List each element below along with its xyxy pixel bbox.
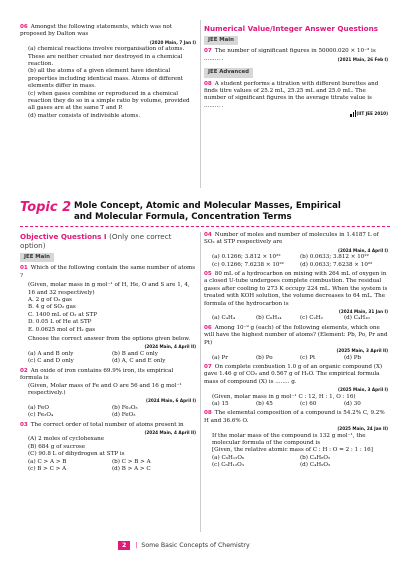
answer-c: (c) C₂H₂ bbox=[300, 315, 323, 322]
source-tag: (2024 Main, 4 April I) bbox=[338, 247, 388, 253]
left-top-column bbox=[20, 24, 196, 122]
source-tag: (2024 Main, 31 Jan I) bbox=[338, 309, 388, 315]
question-number: 01 bbox=[20, 265, 28, 272]
answer-c: (c) C and D only bbox=[28, 358, 74, 365]
statement-b: B. 4 g of SO₂ gas bbox=[28, 304, 76, 311]
topic-title-line1: Mole Concept, Atomic and Molecular Masses, Empirical bbox=[74, 201, 341, 211]
jee-main-tag: JEE Main bbox=[204, 36, 238, 45]
answer-a: (a) 15 bbox=[212, 400, 229, 407]
question-text: 80 mL of a hydrocarbon on mixing with 264 mL of oxygen in a closed U-tube undergoes complete combustion. The residual gases after cooling to 273 K occupy 224 mL. When the system is treated with KOH solution, the volume decreases to 64 mL. The formula of the hydrocarbon is bbox=[204, 271, 388, 307]
answer-d: (d) 30 bbox=[344, 400, 361, 407]
topic-title-line2: and Molecular Formula, Concentration Terms bbox=[74, 211, 292, 222]
option-a: (a) chemical reactions involve reorganisation of atoms. These are neither created nor destroyed in a chemical reaction. bbox=[28, 46, 185, 68]
answer-a: (a) C₄H₄ bbox=[212, 315, 236, 322]
question-06 bbox=[20, 24, 196, 120]
question-text: On complete combustion 1.0 g of an organic compound (X) gave 1.46 g of CO₂ and 0.567 g of H₂O. The empirical formula mass of compound (X) is ........ g. bbox=[204, 363, 383, 385]
question-number: 02 bbox=[20, 367, 28, 374]
question-text: An oxide of iron contains 69.9% iron, its empirical formula is bbox=[20, 367, 174, 382]
footer-separator: | bbox=[135, 542, 138, 549]
answer-b: (b) Fe₂O₃ bbox=[112, 404, 138, 411]
answer-c: (c) 60 bbox=[300, 400, 317, 407]
answer-a: (a) C₆H₁₂O₆ bbox=[212, 454, 245, 461]
question-number: 06 bbox=[20, 24, 28, 30]
question-number: 06 bbox=[204, 324, 212, 331]
question-03 bbox=[20, 422, 196, 474]
answer-b: (b) Po bbox=[256, 354, 273, 361]
question-07 bbox=[204, 48, 388, 63]
question-number: 03 bbox=[20, 421, 28, 428]
question-text: Amongst the following statements, which was not proposed by Dalton was bbox=[20, 24, 173, 38]
source-tag: (2024 Main, 6 April I) bbox=[146, 398, 196, 404]
question-text: The correct order of total number of atoms present in bbox=[30, 421, 184, 428]
answer-b: (b) B and C only bbox=[112, 350, 158, 357]
statement-c: C. 1400 mL of O₂ at STP bbox=[28, 311, 97, 318]
question-text: The elemental composition of a compound is 54.2% C, 9.2% H and 36.6% O. bbox=[204, 410, 385, 424]
question-text: Among 10⁻⁹ g (each) of the following elements, which one will have the highest number of atoms? (Element: Pb, Po, Pr and Pt) bbox=[204, 324, 388, 346]
statement-a: A. 2 g of O₃ gas bbox=[28, 297, 72, 304]
source-tag: (2025 Main, 3 April I) bbox=[338, 387, 388, 393]
question-given: (Given, molar mass in g mol⁻¹ C : 12, H : 1, O : 16) bbox=[212, 393, 356, 400]
jee-main-tag: JEE Main bbox=[20, 253, 54, 262]
topic-title bbox=[74, 201, 341, 222]
question-number: 08 bbox=[204, 80, 212, 87]
question-05 bbox=[204, 271, 388, 323]
answer-c: (c) C₆H₁₂O₃ bbox=[212, 462, 244, 469]
question-02 bbox=[20, 368, 196, 420]
source-tag: (IIT JEE 2010) bbox=[356, 111, 388, 117]
jee-advanced-tag: JEE Advanced bbox=[204, 68, 253, 77]
question-text-continued: If the molar mass of the compound is 132 g mol⁻¹, the molecular formula of the compound is bbox=[212, 432, 366, 446]
answer-c: (c) Fe₃O₄ bbox=[28, 412, 54, 419]
answer-a: (a) 0.1266; 3.812 × 10²² bbox=[212, 254, 281, 261]
objective-heading-text: Objective Questions I bbox=[20, 232, 107, 241]
item-c: (C) 90.8 L of dihydrogen at STP is bbox=[28, 451, 125, 458]
page-footer bbox=[118, 541, 250, 550]
question-given: [Given, the relative atomic mass of C : H : O = 2 : 1 : 16] bbox=[212, 447, 373, 454]
objective-heading bbox=[20, 232, 196, 250]
answer-a: (a) A and B only bbox=[28, 350, 74, 357]
objective-heading-sub: (Only one correct option) bbox=[20, 232, 172, 250]
answer-c: (c) 0.1266; 7.6238 × 10²² bbox=[212, 261, 284, 268]
page-number: 2 bbox=[118, 541, 130, 550]
question-given: (Given, Molar mass of Fe and O are 56 and 16 g mol⁻¹ respectively.) bbox=[28, 382, 182, 396]
question-number: 04 bbox=[204, 232, 212, 238]
source-tag: (2025 Main, 24 Jan II) bbox=[337, 426, 388, 432]
section-heading: Numerical Value/Integer Answer Questions bbox=[204, 24, 378, 33]
answer-d: (d) B > A > C bbox=[112, 465, 151, 472]
question-given: (Given, molar mass in g mol⁻¹ of H, He, O and S are 1, 4, 16 and 32 respectively) bbox=[28, 282, 190, 296]
answer-b: (b) C₄H₈O₂ bbox=[300, 454, 331, 461]
difficulty-icon bbox=[350, 110, 356, 117]
left-main-column bbox=[20, 232, 196, 475]
answer-d: (d) FeO₃ bbox=[112, 412, 136, 419]
answer-b: (b) C₆H₁₄ bbox=[256, 315, 282, 322]
right-top-column bbox=[204, 24, 388, 120]
answer-d: (d) C₄H₁₀ bbox=[344, 315, 370, 322]
answer-d: (d) 0.0633; 7.6238 × 10²² bbox=[300, 261, 373, 268]
option-b: (b) all the atoms of a given element have identical properties including identical mass. Atoms of different elements differ in mass. bbox=[28, 68, 183, 90]
question-text: Number of moles and number of molecules in 1.4187 L of SO₂ at STP respectively are bbox=[204, 232, 379, 246]
answer-c: (c) B > C > A bbox=[28, 465, 67, 472]
answer-a: (a) FeO bbox=[28, 404, 49, 411]
footer-title: Some Basic Concepts of Chemistry bbox=[141, 542, 250, 549]
option-c: (c) when gases combine or reproduced in a chemical reaction they do so in a simple ratio by volume, provided all gases are at the same T and P. bbox=[28, 90, 190, 112]
source-tag: (2024 Main, 4 April II) bbox=[144, 344, 196, 350]
question-04 bbox=[204, 232, 388, 269]
item-a: (A) 2 moles of cyclohexane bbox=[28, 436, 105, 443]
question-text: Which of the following contain the same number of atoms ? bbox=[20, 265, 196, 279]
option-d: (d) matter consists of indivisible atoms. bbox=[28, 112, 141, 119]
answer-a: (a) Pr bbox=[212, 354, 228, 361]
answer-b: (b) C > B > A bbox=[112, 458, 151, 465]
question-text: The number of significant figures in 50000.020 × 10⁻³ is ......... . bbox=[204, 48, 376, 62]
answer-b: (b) 0.0633; 3.812 × 10²² bbox=[300, 254, 369, 261]
statement-e: E. 0.0625 mol of H₂ gas bbox=[28, 326, 96, 333]
question-06 bbox=[204, 325, 388, 362]
question-08 bbox=[204, 81, 388, 118]
topic-divider bbox=[20, 226, 390, 227]
statement-d: D. 0.05 L of He at STP bbox=[28, 319, 92, 326]
answer-a: (a) C > A > B bbox=[28, 458, 67, 465]
answer-c: (c) Pt bbox=[300, 354, 316, 361]
answer-b: (b) 45 bbox=[256, 400, 273, 407]
question-number: 08 bbox=[204, 410, 212, 417]
source-tag: (2020 Main, 7 Jan I) bbox=[149, 39, 196, 45]
question-number: 07 bbox=[204, 363, 212, 370]
item-b: (B) 684 g of sucrose bbox=[28, 443, 86, 450]
question-number: 07 bbox=[204, 48, 212, 55]
question-07 bbox=[204, 364, 388, 408]
source-tag: (2024 Main, 4 April II) bbox=[144, 429, 196, 435]
question-text: A student performs a titration with different burettes and finds titre values of 25.2 mL, 25.25 mL and 25.0 mL. The number of significant figures in the average titrate value is ......... . bbox=[204, 80, 379, 109]
question-08 bbox=[204, 410, 388, 469]
source-tag: (2021 Main, 26 Feb I) bbox=[337, 56, 388, 62]
answer-d: (d) A, C and E only bbox=[112, 358, 166, 365]
topic-label: Topic 2 bbox=[20, 200, 72, 215]
right-main-column bbox=[204, 232, 388, 472]
question-01 bbox=[20, 265, 196, 365]
question-number: 05 bbox=[204, 271, 212, 278]
answer-d: (d) Pb bbox=[344, 354, 362, 361]
answer-d: (d) C₄H₉O₃ bbox=[300, 462, 331, 469]
choose-text: Choose the correct answer from the options given below. bbox=[28, 336, 191, 343]
source-tag: (2025 Main, 3 April II) bbox=[336, 348, 388, 354]
